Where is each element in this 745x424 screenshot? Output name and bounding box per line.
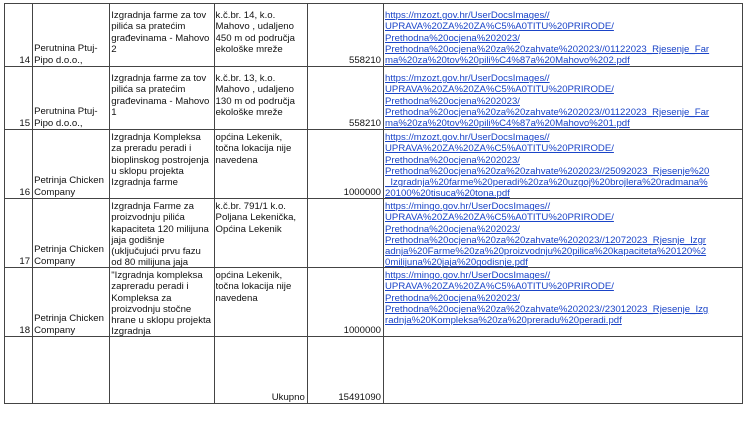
location-text: k.č.br. 14, k.o. Mahovo , udaljeno 450 m od područja ekološke mreže: [215, 10, 296, 55]
document-link[interactable]: https://mzozt.gov.hr/UserDocsImages// UPRAVA%20ZA%20ZA%C5%A0TITU%20PRIRODE/ Prethodna%20ocjena%202023/ Prethodna%20ocjena%20za%20zahvate%202023//25092023_Rjesenje%20 _Izgradnja%20farme%20peradi%20za%20uzgoj%20brojlera%20radmana% 20100%20tisuca%20tona.pdf: [385, 132, 710, 198]
link-cell: [384, 4, 743, 67]
location-text: općina Lekenik, točna lokacija nije navedena: [215, 270, 292, 304]
project-text: Izgradnja farme za tov pilića sa pratećim građevinama - Mahovo 2: [111, 10, 210, 55]
row-number: 18: [5, 268, 33, 337]
amount-cell: 1000000: [307, 130, 383, 199]
link-cell: [384, 268, 743, 337]
company-cell: Petrinja Chicken Company: [33, 199, 110, 268]
location-cell: [214, 4, 307, 67]
location-cell: [214, 130, 307, 199]
amount-cell: 1000000: [307, 268, 383, 337]
company-cell: Perutnina Ptuj-Pipo d.o.o.,: [33, 4, 110, 67]
company-cell: Petrinja Chicken Company: [33, 268, 110, 337]
location-text: k.č.br. 791/1 k.o. Poljana Lekenička, Općina Lekenik: [215, 201, 297, 235]
empty-cell: [5, 337, 33, 404]
project-cell: [110, 67, 214, 130]
table-row: [5, 67, 743, 130]
total-label: Ukupno: [214, 337, 307, 404]
project-text: Izgradnja Kompleksa za preradu peradi i bioplinskog postrojenja u sklopu projekta Izgradnja farme: [111, 132, 209, 189]
project-cell: [110, 268, 214, 337]
table-row: [5, 268, 743, 337]
amount-cell: [307, 199, 383, 268]
company-cell: Petrinja Chicken Company: [33, 130, 110, 199]
document-link[interactable]: https://mzozt.gov.hr/UserDocsImages// UPRAVA%20ZA%20ZA%C5%A0TITU%20PRIRODE/ Prethodna%20ocjena%202023/ Prethodna%20ocjena%20za%20zahvate%202023//01122023_Rjesenje_Far ma%20za%20tov%20pili%C4%87a%20Mahovo%201.pdf: [385, 73, 710, 129]
location-cell: [214, 67, 307, 130]
link-cell: [384, 199, 743, 268]
project-text: Izgradnja farme za tov pilića sa pratećim građevinama - Mahovo 1: [111, 73, 210, 118]
table-row: [5, 4, 743, 67]
location-text: općina Lekenik, točna lokacija nije navedena: [215, 132, 292, 166]
location-text: k.č.br. 13, k.o. Mahovo , udaljeno 130 m od područja ekološke mreže: [215, 73, 296, 118]
row-number: 17: [5, 199, 33, 268]
link-cell: [384, 67, 743, 130]
empty-cell: [110, 337, 214, 404]
project-cell: [110, 4, 214, 67]
project-text: Izgradnja Farme za proizvodnju pilića kapaciteta 120 milijuna jaja godišnje (uključujući prvu fazu od 80 milijuna jaja: [111, 201, 209, 267]
link-cell: [384, 130, 743, 199]
row-number: 15: [5, 67, 33, 130]
table-row: [5, 199, 743, 268]
total-row: [5, 337, 743, 404]
amount-cell: 558210: [307, 4, 383, 67]
location-cell: [214, 199, 307, 268]
row-number: 14: [5, 4, 33, 67]
total-amount: 15491090: [307, 337, 383, 404]
empty-cell: [33, 337, 110, 404]
amount-cell: 558210: [307, 67, 383, 130]
projects-table: [4, 3, 743, 404]
location-cell: [214, 268, 307, 337]
project-text: "Izgradnja kompleksa zapreradu peradi i Kompleksa za proizvodnju stočne hrane u sklopu projekta Izgradnja: [111, 270, 211, 336]
project-cell: [110, 199, 214, 268]
document-link[interactable]: https://mzozt.gov.hr/UserDocsImages// UPRAVA%20ZA%20ZA%C5%A0TITU%20PRIRODE/ Prethodna%20ocjena%202023/ Prethodna%20ocjena%20za%20zahvate%202023//01122023_Rjesenje_Far ma%20za%20tov%20pili%C4%87a%20Mahovo%202.pdf: [385, 10, 710, 66]
table-row: [5, 130, 743, 199]
project-cell: [110, 130, 214, 199]
company-cell: Perutnina Ptuj-Pipo d.o.o.,: [33, 67, 110, 130]
empty-cell: [384, 337, 743, 404]
document-link[interactable]: https://mingo.gov.hr/UserDocsImages// UPRAVA%20ZA%20ZA%C5%A0TITU%20PRIRODE/ Prethodna%20ocjena%202023/ Prethodna%20ocjena%20za%20zahvate%202023//23012023_Rjesenje_Izg radnja%20Kompleksa%20za%20preradu%20peradi.pdf: [385, 270, 709, 327]
row-number: 16: [5, 130, 33, 199]
document-link[interactable]: https://mingo.gov.hr/UserDocsImages// UPRAVA%20ZA%20ZA%C5%A0TITU%20PRIRODE/ Prethodna%20ocjena%202023/ Prethodna%20ocjena%20za%20zahvate%202023//12072023_Rjesnje_Izgr adnja%20Farme%20za%20proizvodnju%20pilica%20kapaciteta%20120%2 0milijuna%20jaja%20godisnje.pdf: [385, 201, 707, 267]
